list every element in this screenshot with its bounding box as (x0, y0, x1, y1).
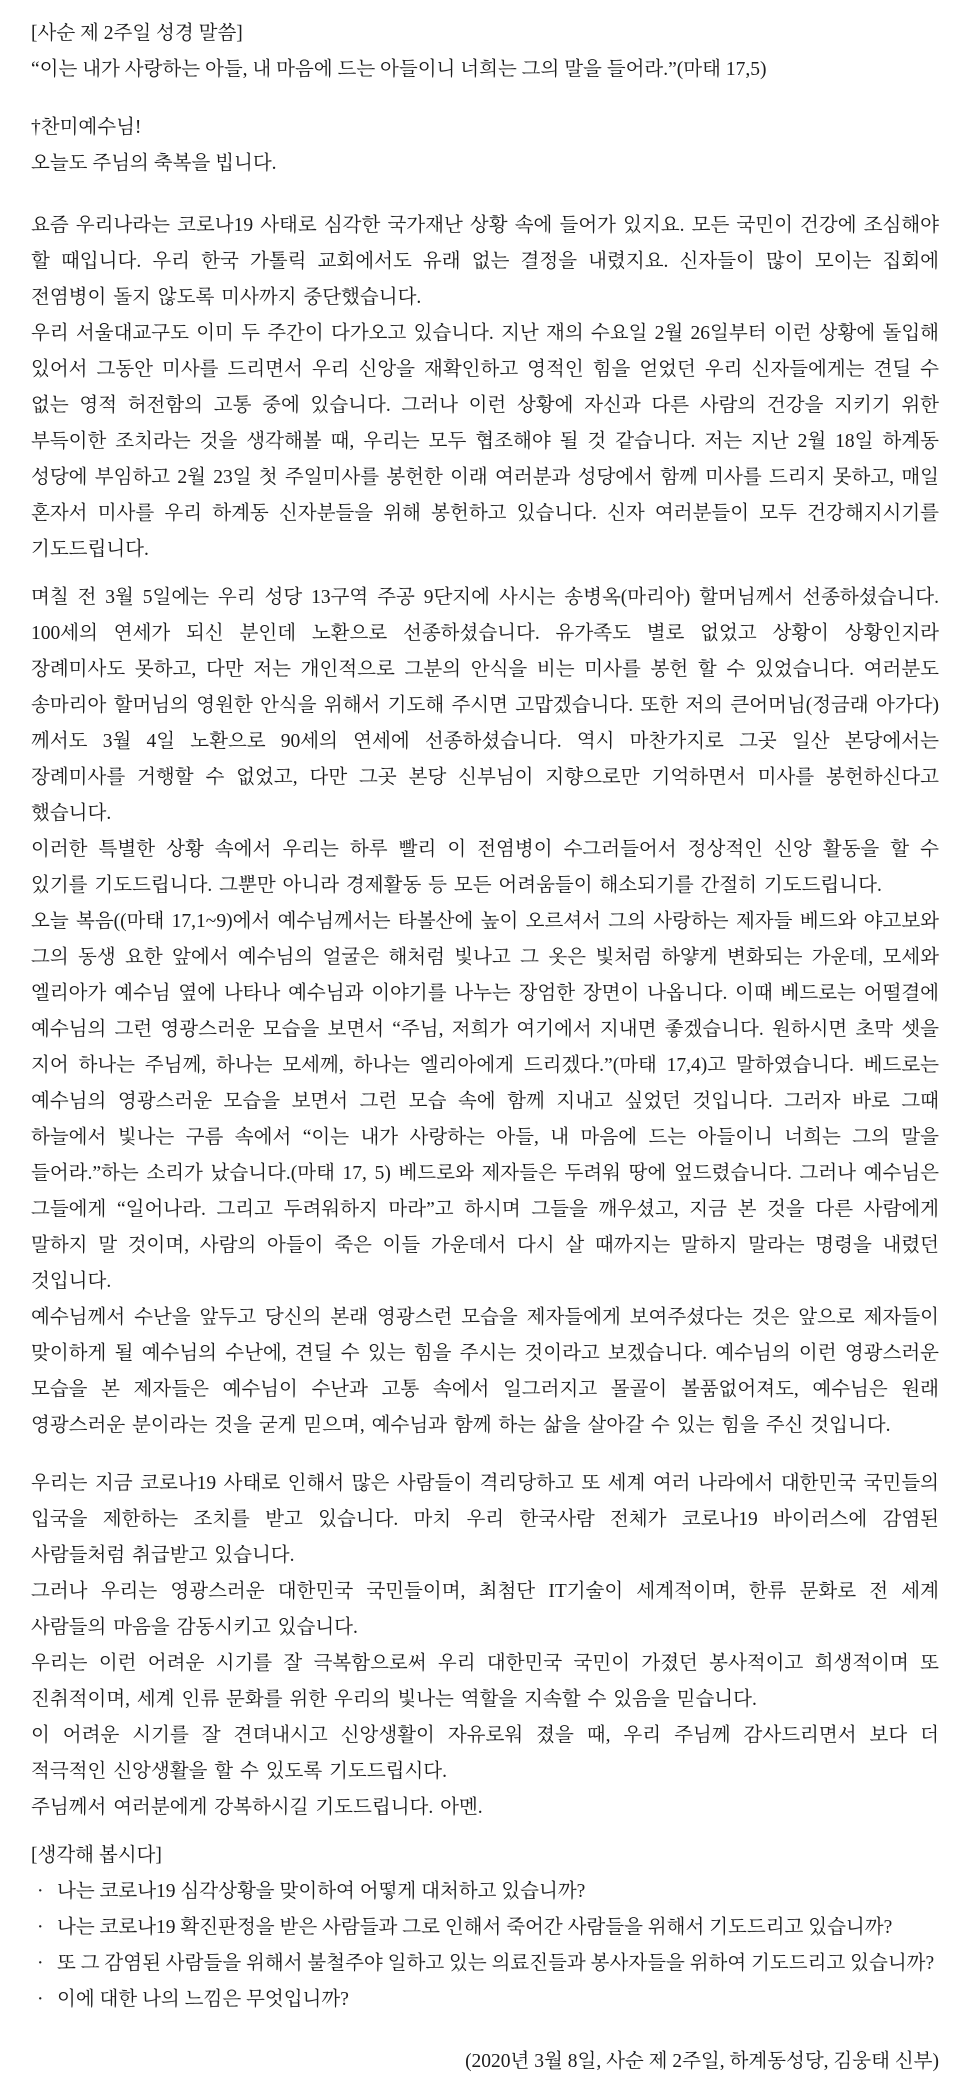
reflection-question-text: 나는 코로나19 확진판정을 받은 사람들과 그로 인해서 죽어간 사람들을 위해서 기도드리고 있습니까? (57, 1917, 893, 1938)
signature-line: (2020년 3월 8일, 사순 제 2주일, 하계동성당, 김웅태 신부) (465, 2051, 939, 2072)
reflection-question (31, 1874, 939, 1910)
body-paragraph: 그러나 우리는 영광스러운 대한민국 국민들이며, 최첨단 IT기술이 세계적이며, 한류 문화로 전 세계 사람들의 마음을 감동시키고 있습니다. (31, 1581, 939, 1638)
blessing-line: 오늘도 주님의 축복을 빕니다. (31, 153, 277, 174)
greeting-line: †찬미예수님! (31, 117, 142, 138)
reflection-question (31, 1910, 939, 1946)
body-paragraph: 이러한 특별한 상황 속에서 우리는 하루 빨리 이 전염병이 수그러들어서 정상적인 신앙 활동을 할 수 있기를 기도드립니다. 그뿐만 아니라 경제활동 등 모든 어려움들이 해소되기를 간절히 기도드립니다. (31, 839, 939, 896)
body-paragraph: 오늘 복음((마태 17,1~9)에서 예수님께서는 타볼산에 높이 오르셔서 그의 사랑하는 제자들 베드와 야고보와 그의 동생 요한 앞에서 예수님의 얼굴은 해처럼 빛나고 그 옷은 빛처럼 하얗게 변화되는 가운데, 모세와 엘리아가 예수님 옆에 나타나 예수님과 이야기를 나누는 장엄한 장면이 나옵니다. 이때 베드로는 어떨결에 예수님의 그런 영광스러운 모습을 보면서 “주님, 저희가 여기에서 지내면 좋겠습니다. 원하시면 초막 셋을 지어 하나는 주님께, 하나는 모세께, 하나는 엘리아에게 드리겠다.”(마태 17,4)고 말하였습니다. 베드로는 예수님의 영광스러운 모습을 보면서 그런 모습 속에 함께 지내고 싶었던 것입니다. 그러자 바로 그때 하늘에서 빛나는 구름 속에서 “이는 내가 사랑하는 아들, 내 마음에 드는 아들이니 너희는 그의 말을 들어라.”하는 소리가 났습니다.(마태 17, 5) 베드로와 제자들은 두려워 땅에 엎드렸습니다. 그러나 예수님은 그들에게 “일어나라. 그리고 두려워하지 마라”고 하시며 그들을 깨우셨고, 지금 본 것을 다른 사람에게 말하지 말 것이며, 사람의 아들이 죽은 이들 가운데서 다시 살 때까지는 말하지 말라는 명령을 내렸던 것입니다. (31, 911, 939, 1292)
bullet-icon: · (37, 1989, 44, 2010)
body-paragraph: 요즘 우리나라는 코로나19 사태로 심각한 국가재난 상황 속에 들어가 있지요. 모든 국민이 건강에 조심해야 할 때입니다. 우리 한국 가톨릭 교회에서도 유래 없는 결정을 내렸지요. 신자들이 많이 모이는 집회에 전염병이 돌지 않도록 미사까지 중단했습니다. (31, 215, 939, 308)
body-paragraph: 우리 서울대교구도 이미 두 주간이 다가오고 있습니다. 지난 재의 수요일 2월 26일부터 이런 상황에 돌입해 있어서 그동안 미사를 드리면서 우리 신앙을 재확인하고 영적인 힘을 얻었던 우리 신자들에게는 견딜 수 없는 영적 허전함의 고통 중에 있습니다. 그러나 이런 상황에 자신과 다른 사람의 건강을 지키기 위한 부득이한 조치라는 것을 생각해볼 때, 우리는 모두 협조해야 될 것 같습니다. 저는 지난 2월 18일 하계동 성당에 부임하고 2월 23일 첫 주일미사를 봉헌한 이래 여러분과 성당에서 함께 미사를 드리지 못하고, 매일 혼자서 미사를 우리 하계동 신자분들을 위해 봉헌하고 있습니다. 신자 여러분들이 모두 건강해지시기를 기도드립니다. (31, 323, 939, 560)
body-paragraph: 예수님께서 수난을 앞두고 당신의 본래 영광스런 모습을 제자들에게 보여주셨다는 것은 앞으로 제자들이 맞이하게 될 예수님의 수난에, 견딜 수 있는 힘을 주시는 것이라고 보겠습니다. 예수님의 이런 영광스러운 모습을 본 제자들은 예수님이 수난과 고통 속에서 일그러지고 몰골이 볼품없어져도, 예수님은 원래 영광스러운 분이라는 것을 굳게 믿으며, 예수님과 함께 하는 삶을 살아갈 수 있는 힘을 주신 것입니다. (31, 1307, 939, 1436)
spacer (31, 568, 939, 580)
reflection-question (31, 1946, 939, 1982)
scripture-quote: “이는 내가 사랑하는 아들, 내 마음에 드는 아들이니 너희는 그의 말을 들어라.”(마태 17,5) (31, 59, 767, 80)
spacer (31, 1444, 939, 1466)
spacer (31, 182, 939, 208)
reflection-heading: [생각해 봅시다] (31, 1845, 162, 1866)
bullet-icon: · (37, 1953, 44, 1974)
bullet-icon: · (37, 1917, 44, 1938)
body-paragraph: 이 어려운 시기를 잘 견뎌내시고 신앙생활이 자유로워 졌을 때, 우리 주님께 감사드리면서 보다 더 적극적인 신앙생활을 할 수 있도록 기도드립시다. (31, 1725, 939, 1782)
body-paragraph: 우리는 지금 코로나19 사태로 인해서 많은 사람들이 격리당하고 또 세계 여러 나라에서 대한민국 국민들의 입국을 제한하는 조치를 받고 있습니다. 마치 우리 한국사람 전체가 코로나19 바이러스에 감염된 사람들처럼 취급받고 있습니다. (31, 1473, 939, 1566)
body-paragraph: 주님께서 여러분에게 강복하시길 기도드립니다. 아멘. (31, 1797, 483, 1818)
spacer (31, 1826, 939, 1838)
spacer (31, 88, 939, 110)
reflection-question-text: 이에 대한 나의 느낌은 무엇입니까? (57, 1989, 349, 2010)
spacer (31, 2018, 939, 2044)
reflection-question-text: 또 그 감염된 사람들을 위해서 불철주야 일하고 있는 의료진들과 봉사자들을 위하여 기도드리고 있습니까? (57, 1953, 935, 1974)
body-paragraph: 우리는 이런 어려운 시기를 잘 극복함으로써 우리 대한민국 국민이 가졌던 봉사적이고 희생적이며 또 진취적이며, 세계 인류 문화를 위한 우리의 빛나는 역할을 지속할 수 있음을 믿습니다. (31, 1653, 939, 1710)
reflection-question-text: 나는 코로나19 심각상황을 맞이하여 어떻게 대처하고 있습니까? (57, 1881, 586, 1902)
body-paragraph: 며칠 전 3월 5일에는 우리 성당 13구역 주공 9단지에 사시는 송병옥(마리아) 할머님께서 선종하셨습니다. 100세의 연세가 되신 분인데 노환으로 선종하셨습니다. 유가족도 별로 없었고 상황이 상황인지라 장례미사도 못하고, 다만 저는 개인적으로 그분의 안식을 비는 미사를 봉헌 할 수 있었습니다. 여러분도 송마리아 할머님의 영원한 안식을 위해서 기도해 주시면 고맙겠습니다. 또한 저의 큰어머님(정금래 아가다)께서도 3월 4일 노환으로 90세의 연세에 선종하셨습니다. 역시 마찬가지로 그곳 일산 본당에서는 장례미사를 거행할 수 없었고, 다만 그곳 본당 신부님이 지향으로만 기억하면서 미사를 봉헌하신다고 했습니다. (31, 587, 939, 824)
reflection-question (31, 1982, 939, 2018)
bullet-icon: · (37, 1881, 44, 1902)
scripture-section-title: [사순 제 2주일 성경 말씀] (31, 23, 243, 44)
